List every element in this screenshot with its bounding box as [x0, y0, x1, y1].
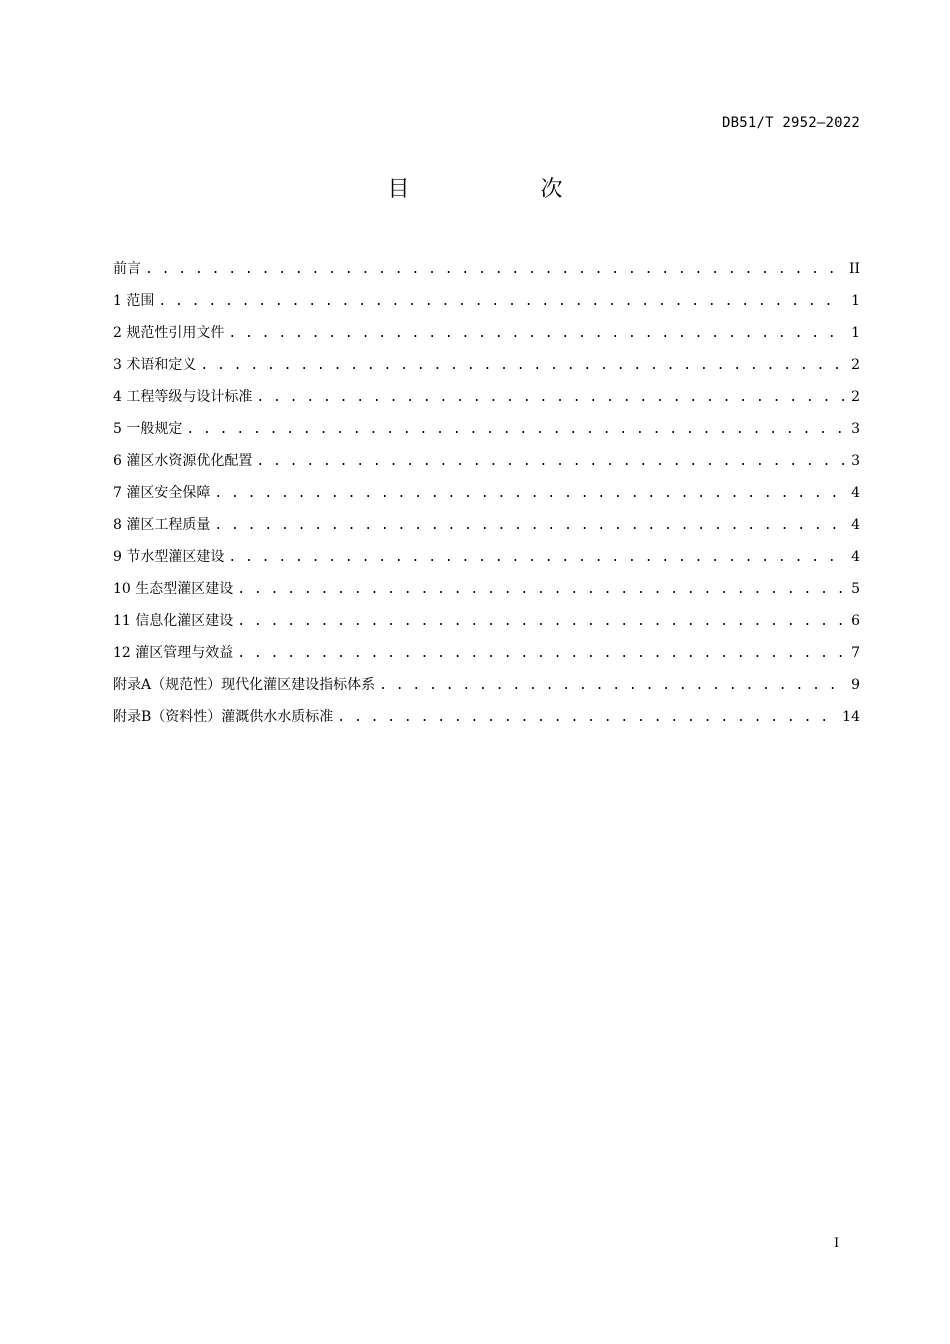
- toc-entry-informatization[interactable]: [113, 609, 860, 641]
- toc-entry-label: 6 灌区水资源优化配置: [113, 453, 253, 469]
- toc-entry-management[interactable]: [113, 641, 860, 673]
- toc-entry-label: 11 信息化灌区建设: [113, 613, 234, 629]
- toc-entry-water-allocation[interactable]: [113, 449, 860, 481]
- toc-entry-page: 1: [851, 325, 860, 341]
- toc-entry-label: 5 一般规定: [113, 421, 183, 437]
- toc-leader-dots: [186, 418, 844, 442]
- standard-code: DB51/T 2952—2022: [721, 115, 860, 131]
- toc-leader-dots: [200, 354, 844, 378]
- toc-entry-page: 9: [851, 677, 860, 693]
- toc-entry-page: 4: [851, 549, 860, 565]
- toc-entry-safety[interactable]: [113, 481, 860, 513]
- toc-entry-page: 2: [851, 389, 860, 405]
- toc-entry-label: 2 规范性引用文件: [113, 325, 225, 341]
- toc-leader-dots: [228, 546, 844, 570]
- toc-entry-normative-references[interactable]: [113, 321, 860, 353]
- toc-leader-dots: [237, 578, 844, 602]
- toc-entry-page: 2: [851, 357, 860, 373]
- toc-entry-label: 7 灌区安全保障: [113, 485, 211, 501]
- toc-entry-page: 3: [851, 453, 860, 469]
- toc-entry-engineering-grade[interactable]: [113, 385, 860, 417]
- toc-entry-appendix-a[interactable]: [113, 673, 860, 705]
- toc-entry-label: 9 节水型灌区建设: [113, 549, 225, 565]
- toc-entry-preface[interactable]: [113, 257, 860, 289]
- toc-entry-quality[interactable]: [113, 513, 860, 545]
- page-title: 目 次: [387, 177, 625, 202]
- toc-leader-dots: [337, 706, 836, 730]
- toc-entry-page: 3: [851, 421, 860, 437]
- toc-entry-terms[interactable]: [113, 353, 860, 385]
- toc-entry-page: 4: [851, 485, 860, 501]
- toc-leader-dots: [256, 450, 844, 474]
- table-of-contents: [113, 257, 860, 737]
- toc-leader-dots: [214, 514, 844, 538]
- toc-entry-label: 8 灌区工程质量: [113, 517, 211, 533]
- toc-leader-dots: [237, 642, 844, 666]
- toc-entry-water-saving[interactable]: [113, 545, 860, 577]
- toc-entry-appendix-b[interactable]: [113, 705, 860, 737]
- toc-leader-dots: [237, 610, 844, 634]
- toc-entry-ecological[interactable]: [113, 577, 860, 609]
- toc-leader-dots: [158, 290, 844, 314]
- toc-entry-label: 附录A（规范性）现代化灌区建设指标体系: [113, 677, 376, 693]
- toc-leader-dots: [379, 674, 844, 698]
- toc-entry-page: 4: [851, 517, 860, 533]
- toc-entry-page: 5: [851, 581, 860, 597]
- toc-entry-label: 前言: [113, 261, 141, 277]
- toc-entry-label: 12 灌区管理与效益: [113, 645, 234, 661]
- toc-entry-label: 4 工程等级与设计标准: [113, 389, 253, 405]
- toc-entry-scope[interactable]: [113, 289, 860, 321]
- toc-entry-general-provisions[interactable]: [113, 417, 860, 449]
- toc-entry-page: 6: [851, 613, 860, 629]
- toc-leader-dots: [228, 322, 844, 346]
- toc-entry-page: 1: [851, 293, 860, 309]
- toc-entry-label: 3 术语和定义: [113, 357, 197, 373]
- toc-entry-label: 1 范围: [113, 293, 155, 309]
- toc-entry-page: 14: [842, 709, 860, 725]
- toc-entry-page: 7: [851, 645, 860, 661]
- toc-leader-dots: [145, 258, 843, 282]
- page-number: I: [834, 1236, 840, 1251]
- toc-entry-page: II: [848, 261, 860, 277]
- toc-entry-label: 附录B（资料性）灌溉供水水质标准: [113, 709, 334, 725]
- toc-leader-dots: [256, 386, 844, 410]
- toc-entry-label: 10 生态型灌区建设: [113, 581, 234, 597]
- toc-leader-dots: [214, 482, 844, 506]
